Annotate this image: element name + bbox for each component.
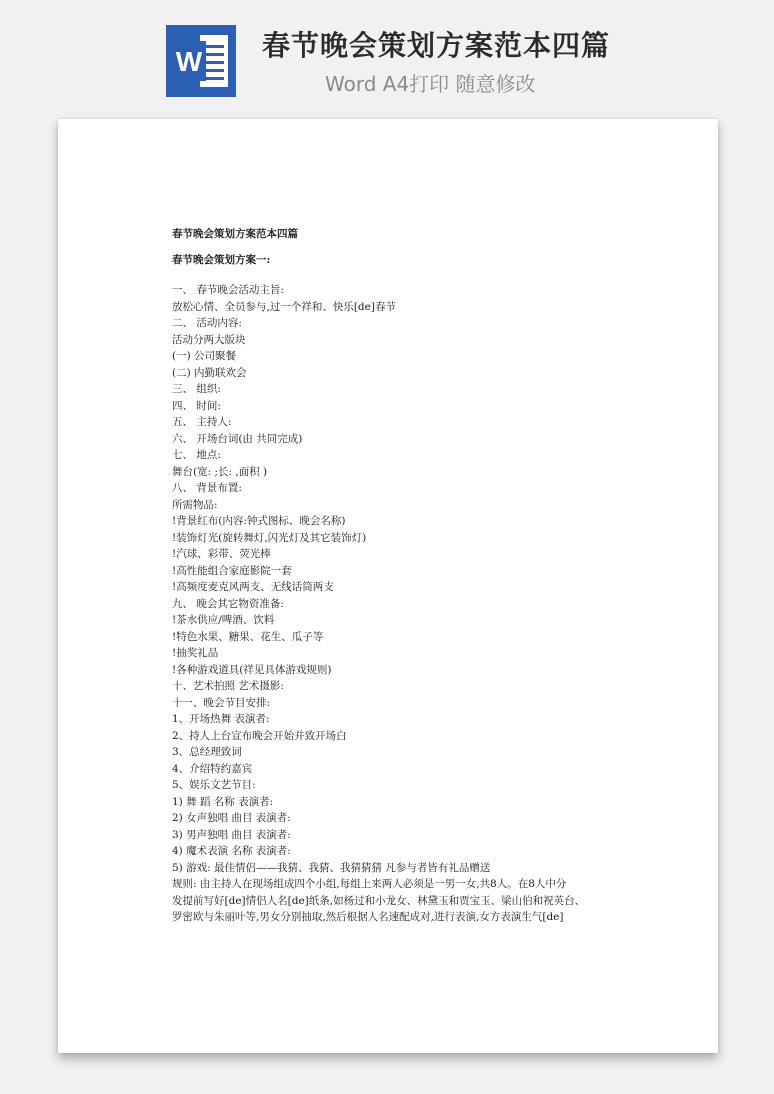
document-content (172, 226, 712, 926)
document-body (172, 282, 712, 926)
body-line: !各种游戏道具(祥见具体游戏规则) (172, 663, 332, 676)
body-line: 六、 开场台词(由 共同完成) (172, 432, 303, 445)
body-line: 5、娱乐文艺节目: (172, 779, 256, 791)
body-line: 十、艺术拍照 艺术摄影: (172, 680, 284, 692)
word-document-icon (166, 25, 236, 97)
page-title: 春节晚会策划方案范本四篇 (262, 29, 611, 62)
body-line: 四、 时间: (172, 399, 221, 412)
document-page (58, 119, 718, 1053)
body-line: !装饰灯光(旋转舞灯,闪光灯及其它装饰灯) (172, 531, 367, 544)
body-line: 舞台(宽: ;长: ,面积 ) (172, 465, 268, 478)
body-line: 4) 魔术表演 名称 表演者: (172, 845, 291, 857)
body-line: !高频度麦克风两支、无线话筒两支 (172, 581, 334, 593)
page-subtitle: Word A4打印 随意修改 (325, 72, 536, 96)
body-line: !茶水供应/啤酒、饮料 (172, 614, 275, 626)
body-line: !抽奖礼品 (172, 647, 219, 659)
body-line: 九、 晚会其它物资准备: (172, 597, 284, 610)
body-line: 3) 男声独唱 曲目 表演者: (172, 828, 291, 841)
body-line: 规则: 由主持人在现场组成四个小组,每组上来两人必须是一男一女,共8人。在8人中分 (172, 878, 567, 890)
body-line: 所需物品: (172, 498, 218, 511)
body-line: 三、 组织: (172, 383, 221, 395)
body-line: 4、介绍特约嘉宾 (172, 762, 253, 775)
body-line: 一、 春节晚会活动主旨: (172, 284, 284, 296)
body-line: !高性能组合家庭影院一套 (172, 564, 292, 577)
body-line: 发提前写好[de]情侣人名[de]纸条,如杨过和小龙女、林黛玉和贾宝玉、梁山伯和祝英台、 (172, 894, 586, 907)
section-title: 春节晚会策划方案一: (172, 254, 271, 266)
body-line: (一) 公司聚餐 (172, 350, 237, 362)
body-line: 十一、晚会节目安排: (172, 696, 271, 709)
body-line: 五、 主持人: (172, 416, 232, 428)
body-line: !特色水果、糖果、花生、瓜子等 (172, 630, 324, 643)
header (0, 0, 774, 110)
body-line: 1、开场热舞 表演者: (172, 713, 270, 725)
body-line: (二) 内勤联欢会 (172, 366, 247, 379)
body-line: 3、总经理致词 (172, 746, 242, 758)
body-line: 2) 女声独唱 曲目 表演者: (172, 812, 291, 824)
body-line: !汽球、彩带、荧光棒 (172, 548, 271, 560)
body-line: 5) 游戏: 最佳情侣——我猜、我猜、我猜猜猜 凡参与者皆有礼品赠送 (172, 861, 491, 874)
body-line: 放松心情、全员参与,过一个祥和、快乐[de]春节 (172, 300, 396, 313)
document-title: 春节晚会策划方案范本四篇 (172, 228, 298, 240)
body-line: 活动分两大版块 (172, 333, 246, 346)
body-line: !背景红布(内容:钟式图标、晚会名称) (172, 515, 346, 527)
body-line: 八、 背景布置: (172, 482, 242, 494)
body-line: 1) 舞 蹈 名称 表演者: (172, 795, 274, 808)
word-icon-letter: W (175, 46, 203, 77)
body-line: 2、持人上台宣布晚会开始并致开场白 (172, 729, 347, 742)
body-line: 罗密欧与朱丽叶等,男女分别抽取,然后根据人名速配成对,进行表演,女方表演生气[de] (172, 911, 564, 923)
body-line: 七、 地点: (172, 449, 221, 461)
body-line: 二、 活动内容: (172, 317, 242, 329)
